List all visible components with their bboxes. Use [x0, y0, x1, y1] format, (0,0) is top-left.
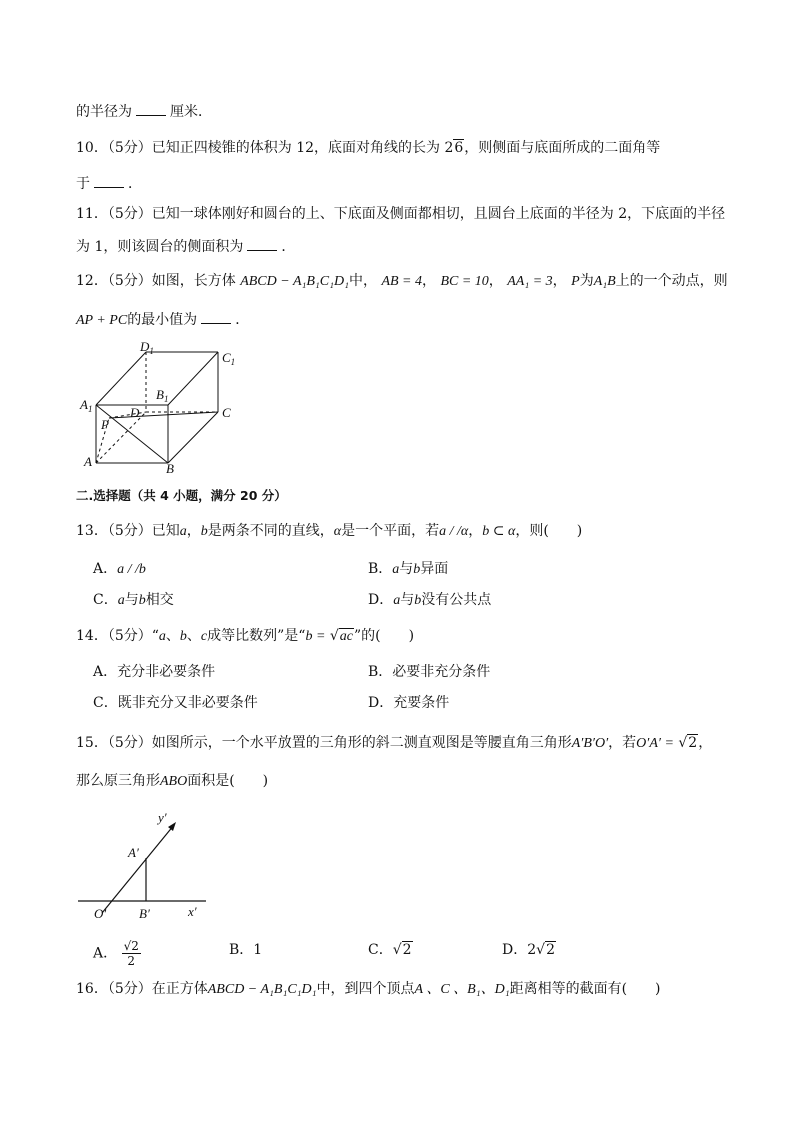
q14-option-c[interactable]: C．既非充分又非必要条件: [93, 695, 258, 711]
answer-blank: [247, 238, 277, 251]
var-a: a: [117, 593, 125, 608]
q15-line2: [76, 772, 268, 791]
q15-cond: O′A′ =: [636, 736, 674, 751]
q12-cond-bc: BC = 10: [440, 274, 489, 289]
option-text: 相交: [145, 592, 174, 608]
q15-text: 如图所示，一个水平放置的三角形的斜二测直观图是等腰直角三角形: [151, 735, 572, 751]
var-a: a: [158, 629, 166, 644]
q14-expr: b =: [305, 629, 326, 644]
var-alpha: α: [333, 524, 342, 539]
q12-expr: AP + PC: [76, 313, 128, 328]
q13-sep: ，: [186, 523, 201, 539]
section-heading: 二.选择题（共 4 小题，满分 20 分）: [76, 488, 287, 503]
question-score: （5分）: [107, 981, 152, 997]
edge-b1c1: [168, 352, 218, 405]
sqrt-radicand: 2: [546, 942, 555, 958]
option-letter: A．: [93, 561, 118, 577]
label-a: A: [84, 454, 92, 469]
q15-text-l2b: 面积是( ): [187, 773, 269, 789]
q15-triangle: A′B′O′: [571, 736, 609, 751]
edge-bc: [168, 412, 218, 463]
q14-line1: 14．（5分）“a、b、c成等比数列”是“b = √ac”的( ): [76, 628, 415, 644]
q10-text-3: 于: [76, 176, 90, 192]
label-d1: $D_1$: [140, 339, 154, 356]
q14-text: “: [151, 628, 159, 644]
q11-line2: [76, 238, 295, 256]
fraction-numerator: √2: [123, 939, 139, 953]
q12-text-4: 为: [579, 273, 594, 289]
label-c1: $C_1$: [222, 350, 236, 367]
q16-line1: [76, 980, 661, 999]
q10-text-4: ．: [128, 176, 142, 192]
question-number: 14．: [76, 628, 108, 644]
q13-text-2: 是两条不同的直线，: [207, 523, 334, 539]
var-b: b: [179, 629, 187, 644]
segment-pc: [109, 412, 218, 418]
q12-text-2: 中，: [348, 273, 377, 289]
option-text: 与: [124, 592, 139, 608]
var-c: c: [200, 629, 208, 644]
question-score: （5分）: [107, 273, 152, 289]
q15-triangle-2: ABO: [160, 774, 188, 789]
var-b: b: [138, 593, 146, 608]
sqrt-radicand: 6: [454, 140, 464, 156]
var-b: b: [200, 524, 208, 539]
q13-text-4: ，则( ): [515, 523, 583, 539]
answer-blank: [201, 311, 231, 324]
label-o-prime: O′: [94, 906, 107, 921]
q15-option-b[interactable]: B．1: [229, 942, 263, 958]
q13-cond2: b ⊂ α: [482, 524, 516, 539]
q12-line1: 12．（5分）如图，长方体 ABCD − A₁B₁C₁D₁中， AB = 4， BC = 10， AA₁ = 3， P为A₁B上的一个动点，则: [76, 273, 728, 289]
q13-cond1: a / /α: [439, 524, 469, 539]
q12-text-l2: 的最小值为: [127, 312, 198, 328]
q12-cond-aa1: AA₁ = 3: [507, 274, 553, 289]
question-number: 10．: [76, 140, 108, 156]
label-b-prime: B′: [139, 906, 150, 921]
q13-option-d[interactable]: [368, 591, 491, 610]
q16-text-2: 中，到四个顶点: [316, 981, 415, 997]
q13-line1: [76, 522, 582, 541]
q16-text-3: 距离相等的截面有( ): [509, 981, 661, 997]
option-letter: D．2: [502, 942, 537, 958]
q13-option-b[interactable]: [368, 560, 448, 579]
question-number: 16．: [76, 981, 108, 997]
fraction: [122, 939, 141, 968]
var-a: a: [179, 524, 187, 539]
q11-text-3: ．: [281, 239, 296, 255]
q16-points: A 、C 、B₁、D₁: [414, 982, 510, 997]
option-text: 与: [399, 561, 414, 577]
option-value: a / /b: [117, 562, 146, 577]
q12-line2: [76, 311, 249, 330]
q14-sep: 、: [186, 628, 201, 644]
q10-line2: [76, 175, 142, 193]
q14-text-6: ”的( ): [354, 628, 415, 644]
question-score: （5分）: [107, 735, 152, 751]
var-b: b: [414, 593, 422, 608]
y-axis-arrow: [168, 822, 176, 831]
label-c: C: [222, 405, 231, 420]
option-text: 异面: [420, 561, 449, 577]
q10-text-2: ，则侧面与底面所成的二面角等: [464, 140, 661, 156]
label-x-prime: x′: [188, 904, 197, 919]
q12-cond-ab: AB = 4: [381, 274, 422, 289]
label-d: D: [130, 405, 140, 420]
q13-text: 已知: [151, 523, 180, 539]
answer-blank: [136, 103, 166, 116]
q13-text-3: 是一个平面，若: [341, 523, 440, 539]
q14-option-d[interactable]: D．充要条件: [368, 695, 450, 711]
q15-line1: 15．（5分）如图所示，一个水平放置的三角形的斜二测直观图是等腰直角三角形A′B′O′，若O′A′ = √2，: [76, 735, 713, 751]
q12-text: 如图，长方体: [151, 273, 236, 289]
q12-text-6: 上的一个动点，则: [615, 273, 728, 289]
question-score: （5分）: [107, 140, 152, 156]
q10-line1: [76, 139, 660, 157]
q15-text-l2: 那么原三角形: [76, 773, 160, 789]
sqrt-radicand: 2: [688, 735, 698, 751]
q12-segment: A₁B: [593, 274, 616, 289]
var-a: a: [393, 593, 401, 608]
question-score: （5分）: [107, 523, 152, 539]
question-number: 15．: [76, 735, 108, 751]
q13-sep: ，: [468, 523, 483, 539]
option-text: 没有公共点: [421, 592, 492, 608]
label-b: B: [166, 461, 174, 475]
q16-body: ABCD − A₁B₁C₁D₁: [207, 982, 317, 997]
question-number: 13．: [76, 523, 108, 539]
option-letter: B．: [368, 561, 393, 577]
q12-body: ABCD − A₁B₁C₁D₁: [240, 274, 349, 289]
q12-text-l2c: ．: [235, 312, 250, 328]
option-letter: A．: [93, 945, 118, 962]
question-number: 11．: [76, 206, 108, 222]
q15-option-d[interactable]: D．2√2: [502, 942, 555, 958]
q14-option-a[interactable]: A．充分非必要条件: [93, 664, 216, 680]
sqrt-radicand: ac: [339, 629, 354, 644]
label-a1: $A_1$: [80, 397, 93, 414]
sqrt-radicand: 2: [402, 942, 412, 958]
q11-text-2: 为 1，则该圆台的侧面积为: [76, 239, 244, 255]
q15-option-c[interactable]: C．√2: [368, 942, 412, 958]
answer-blank: [94, 175, 124, 188]
option-letter: D．: [368, 592, 394, 608]
q9-tail-line: [76, 103, 212, 121]
question-score: （5分）: [107, 628, 152, 644]
cuboid-figure: [76, 335, 246, 475]
option-letter: C．: [368, 942, 393, 958]
label-b1: $B_1$: [156, 387, 169, 404]
q13-option-c[interactable]: [93, 591, 174, 610]
q14-sep: 、: [165, 628, 180, 644]
option-letter: C．: [93, 592, 118, 608]
label-p: P: [101, 417, 109, 432]
q9-text-end: 厘米．: [170, 104, 212, 120]
label-a-prime: A′: [128, 845, 139, 860]
question-score: （5分）: [107, 206, 152, 222]
y-axis: [102, 825, 174, 913]
option-text: 与: [400, 592, 415, 608]
q11-text: 已知一球体刚好和圆台的上、下底面及侧面都相切，且圆台上底面的半径为 2，下底面的半径: [151, 206, 726, 222]
q14-text-4: 成等比数列”是“: [207, 628, 306, 644]
q15-option-a[interactable]: [93, 939, 141, 968]
var-a: a: [392, 562, 400, 577]
q12-point-p: P: [571, 274, 580, 289]
q9-text: 的半径为: [76, 104, 132, 120]
fraction-denominator: 2: [127, 954, 136, 968]
var-b: b: [413, 562, 421, 577]
q13-option-a[interactable]: [93, 560, 146, 579]
q10-text: 已知正四棱锥的体积为 12，底面对角线的长为 2: [151, 140, 454, 156]
q15-text-3: ，: [698, 735, 713, 751]
q16-text: 在正方体: [151, 981, 208, 997]
q14-option-b[interactable]: B．必要非充分条件: [368, 664, 491, 680]
q11-line1: [76, 205, 725, 223]
label-y-prime: y′: [158, 812, 167, 825]
question-number: 12．: [76, 273, 108, 289]
edge-a1d1: [96, 352, 146, 405]
oblique-axes-figure: [76, 812, 216, 922]
q15-text-2: ，若: [608, 735, 637, 751]
